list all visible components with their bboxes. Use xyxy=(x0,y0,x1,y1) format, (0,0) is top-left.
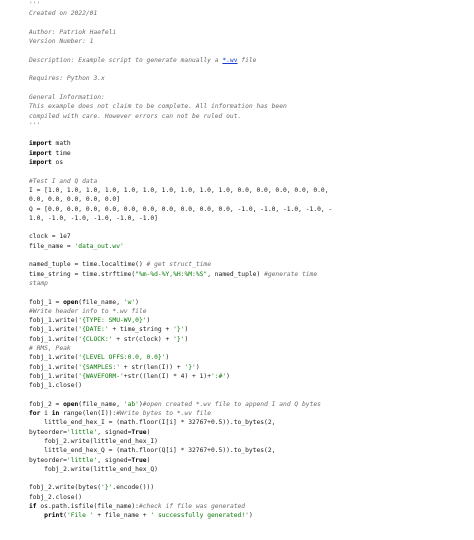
code-line xyxy=(29,344,472,353)
code-line xyxy=(29,102,472,111)
code-token: fobj_2.close() xyxy=(29,493,83,501)
code-line xyxy=(29,214,472,223)
code-line xyxy=(29,372,472,381)
code-line xyxy=(29,446,472,455)
code-token: fobj_2.write(little_end_hex_I) xyxy=(29,437,158,445)
code-token: 'w' xyxy=(123,298,136,306)
code-token: import xyxy=(29,149,52,157)
code-token: '{LEVEL OFFS:0.0, 0.0}' xyxy=(78,354,166,362)
code-token: range(len(I)): xyxy=(59,410,117,418)
code-listing xyxy=(29,0,472,521)
code-line xyxy=(29,0,472,9)
code-token: #open created *.wv file to append I and Q bytes xyxy=(142,400,321,408)
code-token: fobj_2.write(little_end_hex_Q) xyxy=(29,465,158,473)
code-token: open xyxy=(63,298,79,306)
blank-line xyxy=(29,251,472,260)
code-token: +str((len(I) * 4) + 1)+ xyxy=(123,372,211,380)
code-token: Requires: Python 3.x xyxy=(29,75,105,83)
code-token: '{TYPE: SMU-WV,0}' xyxy=(78,317,147,325)
blank-line xyxy=(29,167,472,176)
code-token: ) xyxy=(184,335,189,343)
code-token: ) xyxy=(165,354,170,362)
code-token: #generate time xyxy=(264,270,318,278)
code-line xyxy=(29,232,472,241)
code-token: True xyxy=(131,428,147,436)
code-line xyxy=(29,428,472,437)
code-token: 0.0, 0.0, 0.0, 0.0, 0.0] xyxy=(29,196,120,204)
code-token: '{SAMPLES:' xyxy=(78,363,120,371)
blank-line xyxy=(29,84,472,93)
code-line xyxy=(29,465,472,474)
code-token: , named_tuple) xyxy=(207,270,265,278)
code-line xyxy=(29,363,472,372)
code-token: os xyxy=(51,159,64,167)
code-token: #check if file was generated xyxy=(138,503,246,511)
code-token: fobj_1.write( xyxy=(29,335,79,343)
code-token: This example does not claim to be complete. All information has been xyxy=(29,103,287,111)
code-token: ) xyxy=(146,428,151,436)
code-token: Description: Example script to generate manually a xyxy=(29,56,223,64)
code-token: ' successfully generated!' xyxy=(150,512,249,520)
blank-line xyxy=(29,46,472,55)
code-line xyxy=(29,456,472,465)
code-line xyxy=(29,325,472,334)
code-token: (file_name, xyxy=(78,400,124,408)
code-token: ':#' xyxy=(211,372,227,380)
code-line xyxy=(29,260,472,269)
code-token: ''' xyxy=(29,1,41,8)
code-token: '{DATE:' xyxy=(78,326,109,334)
blank-line xyxy=(29,223,472,232)
code-token: ( xyxy=(63,512,67,520)
code-line xyxy=(29,149,472,158)
code-line xyxy=(29,511,472,520)
code-line xyxy=(29,409,472,418)
code-token: '}' xyxy=(101,484,113,492)
blank-line xyxy=(29,288,472,297)
code-token: fobj_2 = xyxy=(29,400,64,408)
code-token: ) xyxy=(195,363,200,371)
code-token: '{CLOCK:' xyxy=(78,335,113,343)
code-token: math xyxy=(51,140,71,148)
code-token: Author: Patriok Haefeli xyxy=(29,28,117,36)
code-token: os.path.isfile(file_name): xyxy=(36,503,139,511)
code-token: compiled with care. However errors can not be ruled out. xyxy=(29,112,242,120)
code-token: fobj_1.close() xyxy=(29,382,83,390)
blank-line xyxy=(29,65,472,74)
code-token: ) xyxy=(184,326,189,334)
code-line xyxy=(29,437,472,446)
code-token: for xyxy=(29,410,41,418)
code-line xyxy=(29,28,472,37)
code-token: "%m-%d-%Y,%H:%M:%S" xyxy=(135,270,208,278)
code-token: #Write header info to *.wv file xyxy=(29,307,147,315)
code-token: time_string = time.strftime( xyxy=(29,270,136,278)
code-token: ) xyxy=(138,400,143,408)
code-token: fobj_1.write( xyxy=(29,326,79,334)
code-line xyxy=(29,121,472,130)
code-line xyxy=(29,400,472,409)
code-token: ) xyxy=(146,317,151,325)
code-line xyxy=(29,139,472,148)
code-token: ''' xyxy=(29,121,41,129)
code-token: 'little' xyxy=(66,456,98,464)
code-line xyxy=(29,195,472,204)
code-token: '}' xyxy=(184,363,196,371)
code-line xyxy=(29,483,472,492)
code-token: fobj_1.write( xyxy=(29,372,79,380)
code-line xyxy=(29,353,472,362)
code-token: stamp xyxy=(29,279,48,287)
code-token: if xyxy=(29,503,37,511)
code-token: ) xyxy=(146,456,151,464)
code-token: ) xyxy=(248,512,253,520)
code-line xyxy=(29,307,472,316)
file-extension-link[interactable]: *.wv xyxy=(222,56,238,64)
code-token: fobj_1.write( xyxy=(29,363,79,371)
code-token: '{WAVEFORM-' xyxy=(78,372,124,380)
code-token: 'File ' xyxy=(66,512,94,520)
code-line xyxy=(29,316,472,325)
code-line xyxy=(29,493,472,502)
code-line xyxy=(29,242,472,251)
code-token: #Test I and Q data xyxy=(29,177,98,185)
code-token: i xyxy=(40,410,52,418)
code-token: 'little' xyxy=(66,428,98,436)
code-token: import xyxy=(29,159,52,167)
code-token: (file_name, xyxy=(78,298,124,306)
code-line xyxy=(29,205,472,214)
code-token: True xyxy=(131,456,147,464)
code-token: Q = [0.0, 0.0, 0.0, 0.0, 0.0, 0.0, 0.0, 0.0, 0.0, 0.0, -1.0, -1.0, -1.0, -1.0, - xyxy=(29,205,333,213)
code-line xyxy=(29,270,472,279)
code-line xyxy=(29,9,472,18)
code-token: clock = 1e7 xyxy=(29,233,71,241)
blank-line xyxy=(29,19,472,28)
code-token: fobj_1.write( xyxy=(29,354,79,362)
code-token: 'ab' xyxy=(123,400,139,408)
code-token: ) xyxy=(135,298,139,306)
code-line xyxy=(29,158,472,167)
code-token: , signed= xyxy=(97,456,132,464)
code-token: 'data_out.wv' xyxy=(74,242,124,250)
code-line xyxy=(29,112,472,121)
code-token: little_end_hex_I = (math.floor(I[i] * 32767+0.5)).to_bytes(2, xyxy=(29,419,276,427)
code-token: + time_string + xyxy=(108,326,174,334)
code-line xyxy=(29,186,472,195)
code-line xyxy=(29,298,472,307)
code-line xyxy=(29,37,472,46)
code-token: open xyxy=(63,400,79,408)
code-token: .encode())) xyxy=(112,484,155,492)
code-token: Version Number: 1 xyxy=(29,38,94,46)
code-token: + str(clock) + xyxy=(112,335,174,343)
code-token: # get struct_time xyxy=(146,261,211,269)
code-line xyxy=(29,279,472,288)
code-token: Created on 2022/01 xyxy=(29,10,98,18)
code-line xyxy=(29,381,472,390)
code-token: file xyxy=(237,56,257,64)
blank-line xyxy=(29,390,472,399)
code-token: in xyxy=(51,410,60,418)
code-line xyxy=(29,177,472,186)
code-token: # RMS, Peak xyxy=(29,344,71,352)
code-token: byteorder= xyxy=(29,428,67,436)
blank-line xyxy=(29,474,472,483)
code-token: '}' xyxy=(173,326,185,334)
code-token: little_end_hex_Q = (math.floor(Q[i] * 32767+0.5)).to_bytes(2, xyxy=(29,447,276,455)
code-token: General Information: xyxy=(29,93,105,101)
code-line xyxy=(29,93,472,102)
code-token: fobj_1.write( xyxy=(29,317,79,325)
code-token: , signed= xyxy=(97,428,132,436)
code-line xyxy=(29,74,472,83)
code-token: + str(len(I)) + xyxy=(120,363,185,371)
code-token: time xyxy=(51,149,71,157)
code-line xyxy=(29,502,472,511)
code-line xyxy=(29,56,472,65)
code-token: + file_name + xyxy=(93,512,151,520)
code-token: '}' xyxy=(173,335,185,343)
code-token: file_name = xyxy=(29,242,75,250)
code-token: 1.0, -1.0, -1.0, -1.0, -1.0, -1.0] xyxy=(29,214,158,222)
code-token: print xyxy=(44,512,64,520)
code-line xyxy=(29,418,472,427)
code-token: I = [1.0, 1.0, 1.0, 1.0, 1.0, 1.0, 1.0, 1.0, 1.0, 1.0, 0.0, 0.0, 0.0, 0.0, 0.0, xyxy=(29,186,329,194)
code-token: import xyxy=(29,140,52,148)
blank-line xyxy=(29,130,472,139)
code-token xyxy=(29,512,44,519)
code-token: #Write bytes to *.wv file xyxy=(116,410,211,418)
code-token: fobj_1 = xyxy=(29,298,64,306)
code-token: named_tuple = time.localtime() xyxy=(29,261,147,269)
code-token: byteorder= xyxy=(29,456,67,464)
code-line xyxy=(29,335,472,344)
code-token: fobj_2.write(bytes( xyxy=(29,484,102,492)
code-token: ) xyxy=(226,372,230,380)
